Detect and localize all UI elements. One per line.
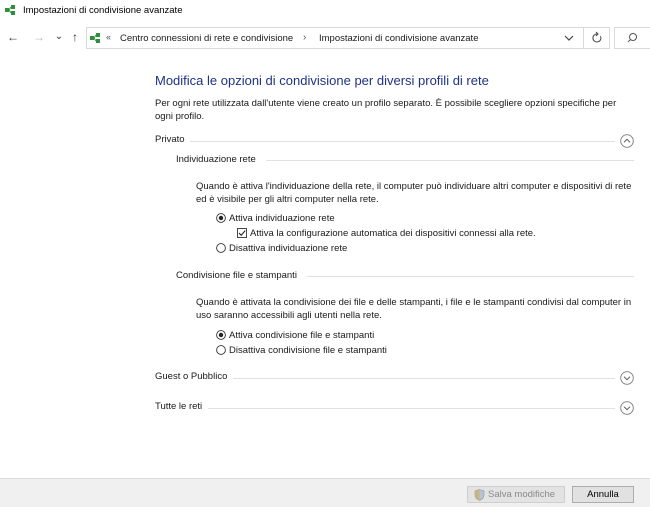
radio-unselected-icon: [216, 345, 226, 355]
address-dropdown-icon[interactable]: [562, 32, 576, 44]
network-discovery-header: [176, 154, 634, 165]
network-center-icon: [89, 32, 103, 44]
window-title: Impostazioni di condivisione avanzate: [23, 5, 183, 16]
file-sharing-header: [176, 270, 634, 281]
profile-guest-label: Guest o Pubblico: [155, 371, 228, 382]
search-icon: [615, 28, 650, 48]
up-button[interactable]: ↑: [72, 30, 78, 44]
refresh-icon: [584, 28, 610, 48]
footer-bar: [0, 478, 650, 507]
refresh-button[interactable]: [583, 28, 610, 48]
file-sharing-title: Condivisione file e stampanti: [176, 270, 297, 281]
divider: [208, 408, 615, 409]
network-discovery-title: Individuazione rete: [176, 154, 256, 165]
divider: [266, 160, 634, 161]
breadcrumb-advanced-sharing[interactable]: Impostazioni di condivisione avanzate: [319, 33, 479, 44]
radio-selected-icon: [216, 330, 226, 340]
file-sharing-description: Quando è attivata la condivisione dei file e delle stampanti, i file e le stampanti condivisi dal computer in uso saranno accessibili agli utenti nella rete.: [196, 297, 632, 321]
profile-private-label: Privato: [155, 134, 185, 145]
uac-shield-icon: [474, 489, 485, 501]
back-button[interactable]: ←: [7, 30, 19, 44]
profile-guest-header[interactable]: [155, 371, 615, 385]
breadcrumb-network-center[interactable]: Centro connessioni di rete e condivisione: [120, 33, 294, 44]
radio-sharing-on-label: Attiva condivisione file e stampanti: [229, 330, 375, 341]
divider: [190, 141, 615, 142]
checkbox-checked-icon: [237, 228, 247, 238]
profile-all-networks-label: Tutte le reti: [155, 401, 203, 412]
radio-discovery-off-label: Disattiva individuazione rete: [229, 243, 348, 254]
page-title: Modifica le opzioni di condivisione per diversi profili di rete: [155, 73, 489, 88]
save-changes-button[interactable]: [467, 486, 565, 503]
address-bar[interactable]: [86, 27, 610, 49]
forward-button[interactable]: →: [33, 30, 45, 44]
radio-sharing-off-label: Disattiva condivisione file e stampanti: [229, 345, 387, 356]
collapse-chevron-icon[interactable]: [620, 134, 634, 148]
radio-selected-icon: [216, 213, 226, 223]
breadcrumb-separator-icon[interactable]: ›: [303, 32, 307, 43]
profile-all-networks-header[interactable]: [155, 401, 615, 415]
radio-unselected-icon: [216, 243, 226, 253]
checkbox-auto-config-label: Attiva la configurazione automatica dei dispositivi connessi alla rete.: [250, 228, 536, 239]
profile-private-header[interactable]: [155, 134, 615, 148]
network-center-icon: [4, 4, 18, 16]
divider: [307, 276, 634, 277]
intro-text: Per ogni rete utilizzata dall'utente viene creato un profilo separato. È possibile scegliere opzioni specifiche per ogni profilo.: [155, 98, 617, 122]
title-bar: [0, 0, 650, 22]
search-box[interactable]: [614, 27, 650, 49]
radio-discovery-on-label: Attiva individuazione rete: [229, 213, 335, 224]
expand-chevron-icon[interactable]: [620, 401, 634, 415]
hidden-path-chevrons[interactable]: «: [106, 32, 112, 42]
divider: [233, 378, 615, 379]
recent-locations-button[interactable]: ⌄: [54, 31, 64, 42]
save-changes-label: Salva modifiche: [488, 489, 556, 500]
expand-chevron-icon[interactable]: [620, 371, 634, 385]
network-discovery-description: Quando è attiva l'individuazione della rete, il computer può individuare altri computer e dispositivi di rete ed è visibile per gli altri computer nella rete.: [196, 181, 632, 205]
cancel-button[interactable]: Annulla: [572, 486, 634, 503]
navigation-bar: [0, 22, 650, 54]
